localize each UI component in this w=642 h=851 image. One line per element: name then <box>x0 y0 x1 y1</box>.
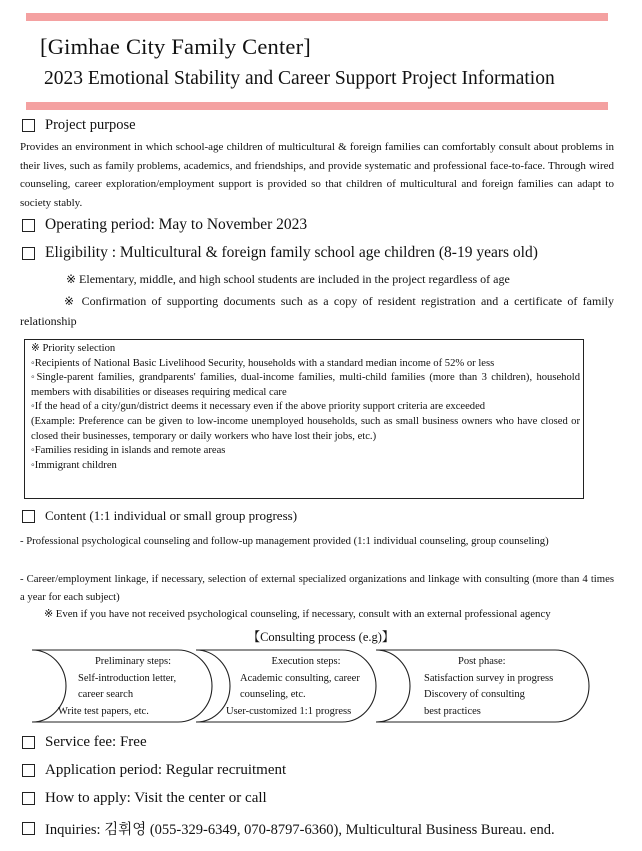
content-heading-label: Content (1:1 individual or small group progress) <box>45 508 298 523</box>
process-step-head: Preliminary steps: <box>94 656 172 667</box>
content-item-career: - Career/employment linkage, if necessary, selection of external specialized organizations and linkage with consulting (more than 4 times a year for each subject) <box>20 573 614 603</box>
process-step-line: Write test papers, etc. <box>58 705 149 717</box>
process-step-line: Satisfaction survey in progress <box>424 672 554 684</box>
process-step-line: User-customized 1:1 progress <box>226 705 352 717</box>
how-to-apply <box>22 790 267 807</box>
process-step-line: Discovery of consulting <box>424 689 525 700</box>
process-step-line: Academic consulting, career <box>240 672 360 684</box>
eligibility-note-age: ※ Elementary, middle, and high school students are included in the project regardless of age <box>66 272 510 286</box>
priority-item: (Example: Preference can be given to low-income unemployed households, such as small business owners who have closed or closed their businesses, temporary or daily workers who have lost their jobs, etc.) <box>31 415 580 442</box>
process-step-head: Execution steps: <box>271 656 341 667</box>
content-note: ※ Even if you have not received psychological counseling, if necessary, consult with an external professional agency <box>44 608 551 620</box>
priority-item: ◦Single-parent families, grandparents' families, dual-income families, multi-child families (more than 3 children), household members with disabilities or diseases requiring medical care <box>31 372 580 398</box>
eligibility-heading-label: Eligibility : Multicultural & foreign family school age children (8-19 years old) <box>45 244 538 261</box>
service-fee-label: Service fee: Free <box>45 734 147 750</box>
priority-selection-box <box>24 339 584 499</box>
application-period-label: Application period: Regular recruitment <box>45 762 287 778</box>
application-period <box>22 762 286 779</box>
bottom-accent-bar <box>26 102 608 110</box>
how-to-apply-label: How to apply: Visit the center or call <box>45 790 267 806</box>
process-step-head: Post phase: <box>458 656 506 667</box>
operating-period <box>22 216 307 234</box>
process-step-post <box>424 654 594 720</box>
project-title: 2023 Emotional Stability and Career Support Project Information <box>44 68 555 89</box>
checkbox-icon <box>22 822 35 835</box>
priority-item: ◦Immigrant children <box>31 459 117 471</box>
eligibility-note-documents: ※ Confirmation of supporting documents such as a copy of resident registration and a certificate of family relationship <box>20 294 614 328</box>
process-step-line: career search <box>78 689 134 700</box>
inquiries-label: Inquiries: 김휘영 (055-329-6349, 070-8797-6360), Multicultural Business Bureau. end. <box>45 822 555 838</box>
service-fee <box>22 734 147 751</box>
priority-item: ◦Families residing in islands and remote areas <box>31 445 226 457</box>
content-item-counseling: - Professional psychological counseling and follow-up management provided (1:1 individual counseling, group counseling) <box>20 535 549 547</box>
purpose-text: Provides an environment in which school-age children of multicultural & foreign families can comfortably consult about problems in their lives, such as family problems, academics, and friendships, and provide systematic and professional face-to-face. Through wired counseling, career exploration/employment support is provided so that children of multicultural and foreign families can adapt to society stably. <box>20 141 614 209</box>
center-title: [Gimhae City Family Center] <box>40 34 311 59</box>
priority-item: ◦Recipients of National Basic Livelihood Security, households with a standard median income of 52% or less <box>31 357 495 369</box>
checkbox-icon <box>22 510 35 523</box>
process-title: 【Consulting process (e.g)】 <box>247 630 395 644</box>
inquiries <box>22 818 555 839</box>
top-accent-bar <box>26 13 608 21</box>
checkbox-icon <box>22 764 35 777</box>
purpose-heading-label: Project purpose <box>45 117 136 133</box>
operating-period-label: Operating period: May to November 2023 <box>45 216 308 233</box>
purpose-heading <box>22 117 136 134</box>
priority-item: ◦If the head of a city/gun/district deems it necessary even if the above priority support criteria are exceeded <box>31 401 486 413</box>
process-step-execution <box>226 654 386 720</box>
checkbox-icon <box>22 119 35 132</box>
checkbox-icon <box>22 792 35 805</box>
process-step-line: Self-introduction letter, <box>78 672 177 684</box>
checkbox-icon <box>22 247 35 260</box>
checkbox-icon <box>22 219 35 232</box>
process-step-line: counseling, etc. <box>240 689 306 700</box>
checkbox-icon <box>22 736 35 749</box>
process-step-line: best practices <box>424 705 481 717</box>
priority-title: ※ Priority selection <box>31 343 116 354</box>
process-step-preliminary <box>58 654 208 720</box>
eligibility-heading <box>22 244 538 262</box>
content-heading <box>22 508 297 524</box>
